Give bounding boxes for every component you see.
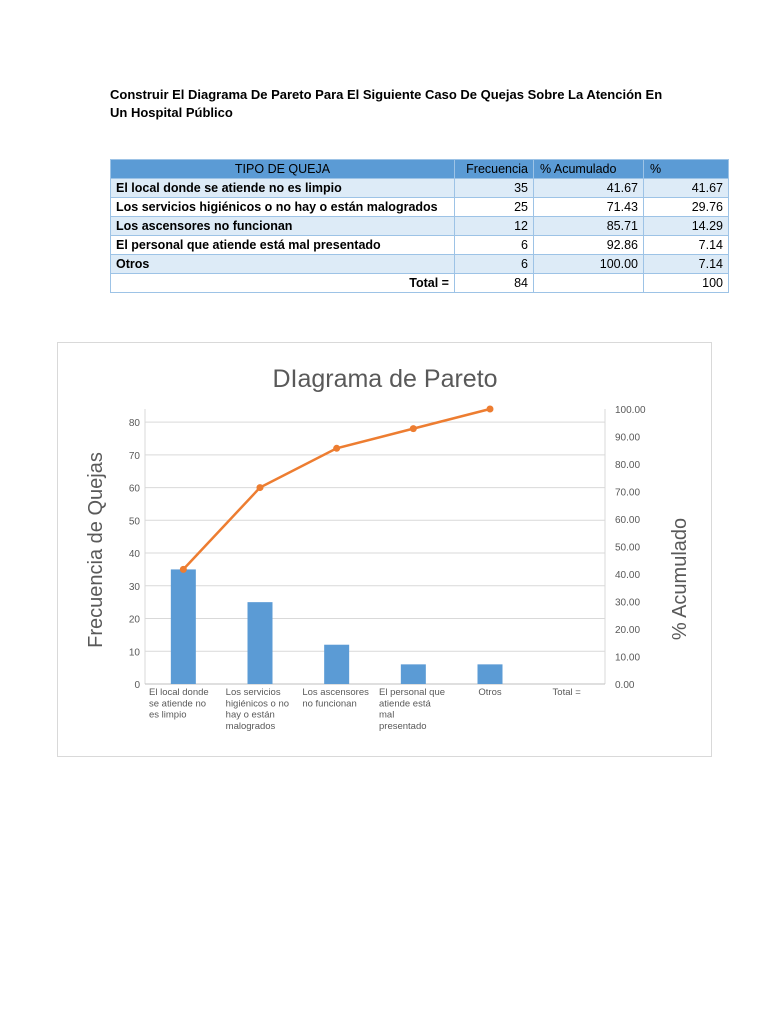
cell-porcentaje: 29.76 — [644, 198, 729, 217]
y2-axis-label: % Acumulado — [669, 517, 691, 641]
x-tick-label: Los ascensores no funcionan — [302, 687, 369, 710]
cell-tipo: Otros — [111, 255, 455, 274]
y2-tick-label: 30.00 — [615, 597, 641, 609]
bar — [248, 602, 273, 684]
y2-tick-label: 0.00 — [615, 680, 635, 691]
cell-tipo: El personal que atiende está mal presentado — [111, 236, 455, 255]
y-tick-label: 70 — [128, 450, 140, 462]
y-tick-label: 30 — [128, 581, 140, 593]
table-header-row — [111, 160, 729, 179]
cell-frecuencia: 35 — [455, 179, 534, 198]
total-label: Total = — [111, 274, 455, 293]
table-row — [111, 179, 729, 198]
table-row — [111, 198, 729, 217]
cumulative-point — [333, 445, 340, 452]
cumulative-point — [487, 406, 494, 413]
cumulative-line — [183, 409, 490, 569]
y2-tick-label: 10.00 — [615, 652, 641, 664]
y2-tick-label: 50.00 — [615, 542, 641, 554]
total-acumulado-empty — [534, 274, 644, 293]
x-tick-label: Otros — [478, 687, 502, 698]
document-heading: Construir El Diagrama De Pareto Para El Siguiente Caso De Quejas Sobre La Atención En Un Hospital Público — [110, 87, 663, 120]
bar — [324, 645, 349, 684]
quejas-table — [110, 159, 729, 293]
table-total-row — [111, 274, 729, 293]
table-row — [111, 236, 729, 255]
cell-porcentaje: 7.14 — [644, 255, 729, 274]
y-tick-label: 10 — [128, 647, 140, 659]
bar — [171, 569, 196, 684]
y-tick-label: 0 — [134, 680, 140, 691]
table-row — [111, 255, 729, 274]
x-tick-label: Total = — [552, 687, 581, 698]
y-tick-label: 20 — [128, 614, 140, 626]
total-porcentaje: 100 — [644, 274, 729, 293]
y2-tick-label: 70.00 — [615, 487, 641, 499]
cell-acumulado: 92.86 — [534, 236, 644, 255]
cell-frecuencia: 12 — [455, 217, 534, 236]
y-tick-label: 80 — [128, 418, 140, 430]
y2-tick-label: 60.00 — [615, 515, 641, 526]
y2-tick-label: 20.00 — [615, 625, 641, 636]
header-porcentaje: % — [644, 160, 729, 179]
pareto-chart — [57, 342, 712, 757]
cell-porcentaje: 7.14 — [644, 236, 729, 255]
bar — [401, 664, 426, 684]
bar — [478, 664, 503, 684]
total-frecuencia: 84 — [455, 274, 534, 293]
cell-porcentaje: 41.67 — [644, 179, 729, 198]
cell-tipo: Los ascensores no funcionan — [111, 217, 455, 236]
y-tick-label: 40 — [128, 549, 140, 561]
cell-acumulado: 71.43 — [534, 198, 644, 217]
cumulative-point — [257, 484, 264, 491]
cell-frecuencia: 6 — [455, 255, 534, 274]
table-row — [111, 217, 729, 236]
cell-acumulado: 85.71 — [534, 217, 644, 236]
x-tick-label: El personal que atiende está mal presentado — [379, 687, 446, 732]
cell-frecuencia: 6 — [455, 236, 534, 255]
y2-tick-label: 100.00 — [615, 405, 646, 416]
cell-tipo: El local donde se atiende no es limpio — [111, 179, 455, 198]
header-acumulado: % Acumulado — [534, 160, 644, 179]
cell-tipo: Los servicios higiénicos o no hay o están malogrados — [111, 198, 455, 217]
x-tick-label: Los servicios higiénicos o no hay o están malogrados — [225, 687, 290, 732]
header-frecuencia: Frecuencia — [455, 160, 534, 179]
cell-frecuencia: 25 — [455, 198, 534, 217]
cumulative-point — [410, 425, 417, 432]
cell-acumulado: 41.67 — [534, 179, 644, 198]
pareto-chart-svg — [58, 343, 711, 756]
cell-porcentaje: 14.29 — [644, 217, 729, 236]
chart-title: DIagrama de Pareto — [272, 365, 498, 393]
y2-tick-label: 80.00 — [615, 460, 641, 471]
header-tipo: TIPO DE QUEJA — [111, 160, 455, 179]
cumulative-point — [180, 566, 187, 573]
y-tick-label: 60 — [128, 483, 140, 495]
y2-tick-label: 40.00 — [615, 570, 641, 581]
cell-acumulado: 100.00 — [534, 255, 644, 274]
y2-tick-label: 90.00 — [615, 432, 641, 444]
x-tick-label: El local donde se atiende no es limpio — [149, 687, 209, 721]
y-tick-label: 50 — [128, 516, 140, 528]
y-axis-label: Frecuencia de Quejas — [85, 452, 107, 648]
